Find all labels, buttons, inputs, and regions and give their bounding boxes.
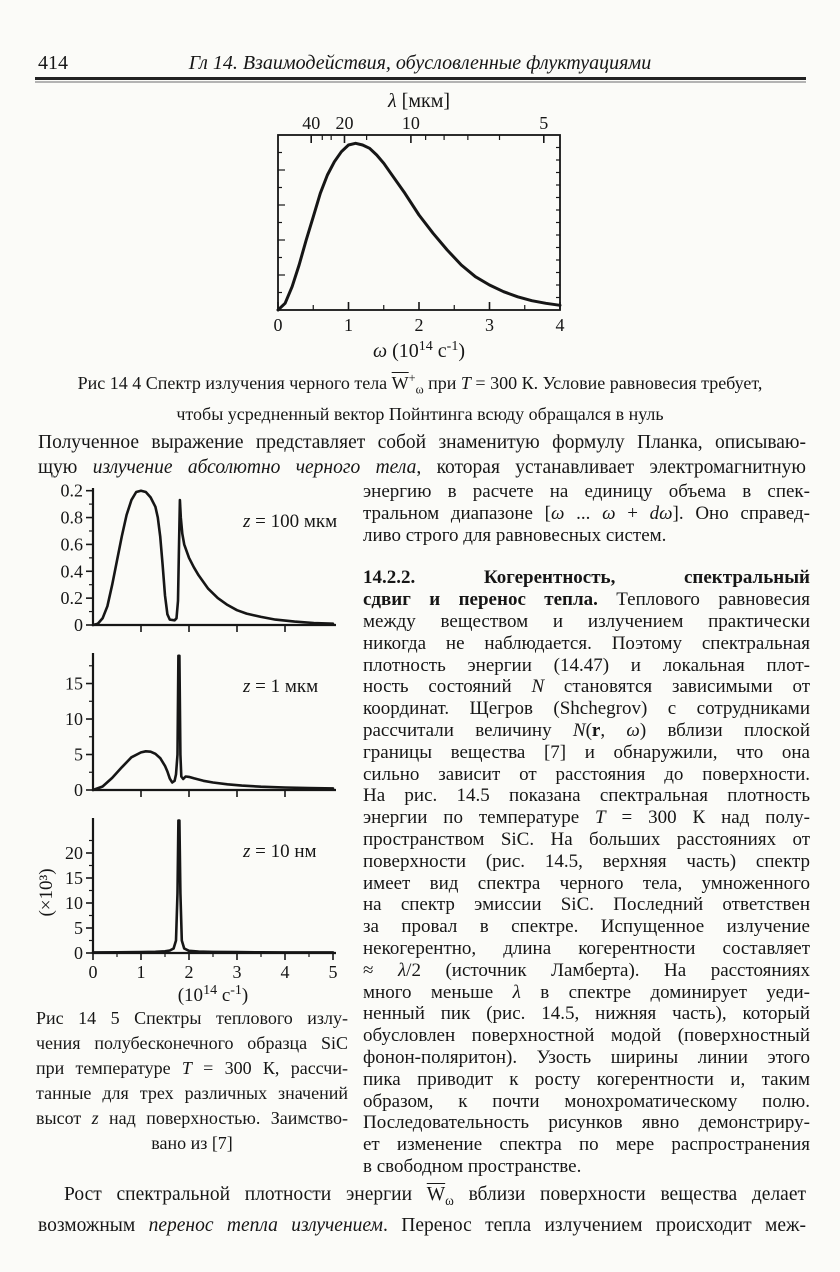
text-line: На рис. 14.5 показана спектральная плотность	[363, 785, 810, 807]
y-tick-label: 0.2	[60, 480, 83, 501]
text-line: щую излучение абсолютно черного тела, которая устанавливает электромагнитную	[38, 457, 806, 478]
text-line: энергию в расчете на единицу объема в спек-	[363, 481, 810, 502]
fig-14-5-top-plot	[61, 481, 338, 635]
y-tick-label: 10	[65, 893, 83, 913]
x-tick-label: 0	[88, 962, 98, 982]
text-line: Рис 14 4 Спектр излучения черного тела $\overline{W}^+_\omega$ при T = 300 К. Условие равновесия требует,	[77, 371, 763, 397]
text-line: между веществом и излучением практически	[363, 610, 810, 632]
panel-annotation: z = 1 мкм	[243, 676, 319, 697]
top-tick-label: 40	[302, 113, 321, 133]
fig-14-5-mid-plot	[65, 653, 336, 800]
text-line: чения полубесконечного образца SiC	[36, 1033, 348, 1053]
x-tick-label: 5	[328, 962, 338, 982]
text-line: ненный пик (рис. 14.5, нижняя часть), который	[363, 1003, 810, 1025]
y-tick-label: 10	[65, 709, 83, 730]
text-line: ливо строго для равновесных систем.	[363, 524, 667, 546]
y-tick-label: 0.4	[60, 561, 83, 582]
text-line: Рост спектральной плотности энергии $\overline{W}_\omega$ вблизи поверхности вещества делает	[64, 1184, 807, 1208]
text-line: пространством SiC. На больших расстояниях от	[363, 828, 810, 850]
text-line: на спектр эмиссии SiC. Последний ответствен	[363, 894, 810, 916]
top-tick-label: 5	[539, 113, 549, 133]
plot-axes	[93, 653, 336, 790]
text-line: энергии по температуре T = 300 К над полу-	[363, 807, 810, 829]
x-axis-label: ω ($10^{14}$ $c^{-1}$)	[372, 339, 466, 362]
text-line: Рис 14 5 Спектры теплового излу-	[36, 1008, 348, 1028]
x-tick-label: 1	[136, 962, 146, 982]
top-axis-label: λ [мкм]	[387, 90, 451, 112]
text-line: за провал в спектре. Испущенное излучение	[363, 916, 810, 938]
text-line: высот z над поверхностью. Заимство-	[36, 1108, 348, 1128]
plot-axes	[93, 818, 336, 953]
text-line: 14.2.2. Когерентность, спектральный	[363, 567, 810, 589]
text-line: имеет вид спектра черного тела, умноженного	[363, 872, 810, 894]
panel-annotation: z = 100 мкм	[243, 511, 338, 532]
x-tick-label: 3	[485, 315, 494, 335]
text-line: сдвиг и перенос тепла. Теплового равновесия	[363, 589, 810, 611]
top-tick-label: 10	[401, 113, 420, 133]
text-line: некогерентно, длина когерентности составляет	[363, 937, 810, 959]
text-line: границы вещества [7] и обнаружили, что она	[363, 741, 810, 763]
fig-14-5-caption	[36, 1006, 348, 1156]
text-line: возможным перенос тепла излучением. Перенос тепла излучением происходит меж-	[38, 1214, 806, 1236]
text-line: образом, к почти монохроматическому полю.	[363, 1090, 810, 1112]
fig-14-5-bottom-curve	[93, 821, 333, 953]
text-line: никогда не наблюдается. Поэтому спектральная	[363, 632, 810, 654]
fig-14-5-mid-curve	[93, 656, 333, 790]
fig-14-4-curve	[278, 143, 560, 310]
text-line: ет изменение спектра по мере распространения	[363, 1134, 810, 1156]
fig-14-5-top-curve	[93, 491, 333, 625]
section-14-2-2-paragraph	[363, 567, 810, 1177]
text-line: пика приводит к росту когерентности и, таким	[363, 1068, 810, 1090]
text-line: ность состояний N становятся зависимыми от	[363, 676, 810, 698]
x-tick-label: 4	[555, 315, 565, 335]
panel-annotation: z = 10 нм	[243, 841, 317, 862]
top-tick-label: 20	[335, 113, 354, 133]
y-tick-label: 0.6	[60, 534, 83, 555]
text-line: много меньше λ в спектре доминирует уеди-	[363, 981, 810, 1003]
y-tick-label: 15	[65, 673, 83, 694]
text-line: ≈ λ/2 (источник Ламберта). На расстояниях	[363, 959, 810, 981]
y-tick-label: 5	[74, 744, 83, 765]
y-tick-label: 20	[65, 843, 83, 863]
x-tick-label: 4	[280, 962, 290, 982]
text-line: танные для трех различных значений	[36, 1083, 348, 1103]
text-line: Полученное выражение представляет собой знаменитую формулу Планка, описываю-	[38, 432, 806, 453]
text-line: чтобы усредненный вектор Пойнтинга всюду обращался в нуль	[176, 403, 664, 424]
header-rule-shadow	[35, 81, 806, 83]
paragraph-top	[38, 430, 806, 480]
text-line: вано из [7]	[151, 1133, 233, 1153]
x-axis-label: ($10^{14}$ $c^{-1}$)	[177, 983, 249, 1006]
y-tick-label: 0.8	[60, 507, 83, 528]
header-rule	[35, 77, 806, 80]
y-tick-label: 5	[74, 918, 83, 938]
text-line: тральном диапазоне [ω ... ω + dω]. Оно справед-	[363, 502, 810, 524]
fig-14-4-caption	[30, 366, 810, 426]
y-tick-label: 15	[65, 868, 83, 888]
right-column	[363, 481, 810, 1178]
plot-frame	[278, 135, 560, 310]
fig-14-4-plot	[274, 90, 565, 362]
y-axis-label: (×10³)	[36, 868, 57, 917]
text-line: обусловлен поверхностной модой (поверхностный	[363, 1025, 810, 1047]
y-tick-label: 0.2	[60, 588, 83, 609]
text-line: координат. Щегров (Shchegrov) с сотрудниками	[363, 698, 810, 720]
x-tick-label: 2	[184, 962, 194, 982]
text-line: поверхности (рис. 14.5, верхняя часть) спектр	[363, 850, 810, 872]
y-tick-label: 0	[74, 943, 83, 963]
text-line: при температуре T = 300 К, рассчи-	[36, 1058, 348, 1078]
text-line: рассчитали величину N(r, ω) вблизи плоской	[363, 719, 811, 741]
plot-axes	[93, 488, 336, 625]
text-line: фонон-поляритон). Узость ширины линии этого	[363, 1046, 810, 1068]
y-tick-label: 0	[74, 615, 83, 635]
x-tick-label: 2	[414, 315, 424, 335]
x-tick-label: 0	[273, 315, 283, 335]
y-tick-label: 0	[74, 780, 83, 800]
text-line: Последовательность рисунков явно демонстриру-	[363, 1112, 810, 1134]
fig-14-5-bottom-plot	[36, 818, 338, 1006]
x-tick-label: 1	[344, 315, 353, 335]
paragraph-bottom	[38, 1182, 806, 1238]
text-line: в свободном пространстве.	[363, 1155, 582, 1177]
x-tick-label: 3	[232, 962, 242, 982]
text-line: сильно зависит от расстояния до поверхности.	[363, 763, 810, 785]
page-number: 414	[38, 52, 68, 74]
right-column-intro	[363, 481, 810, 546]
chapter-header: Гл 14. Взаимодействия, обусловленные флуктуациями	[188, 52, 652, 74]
text-line: плотность энергии (14.47) и локальная плот-	[363, 654, 810, 676]
